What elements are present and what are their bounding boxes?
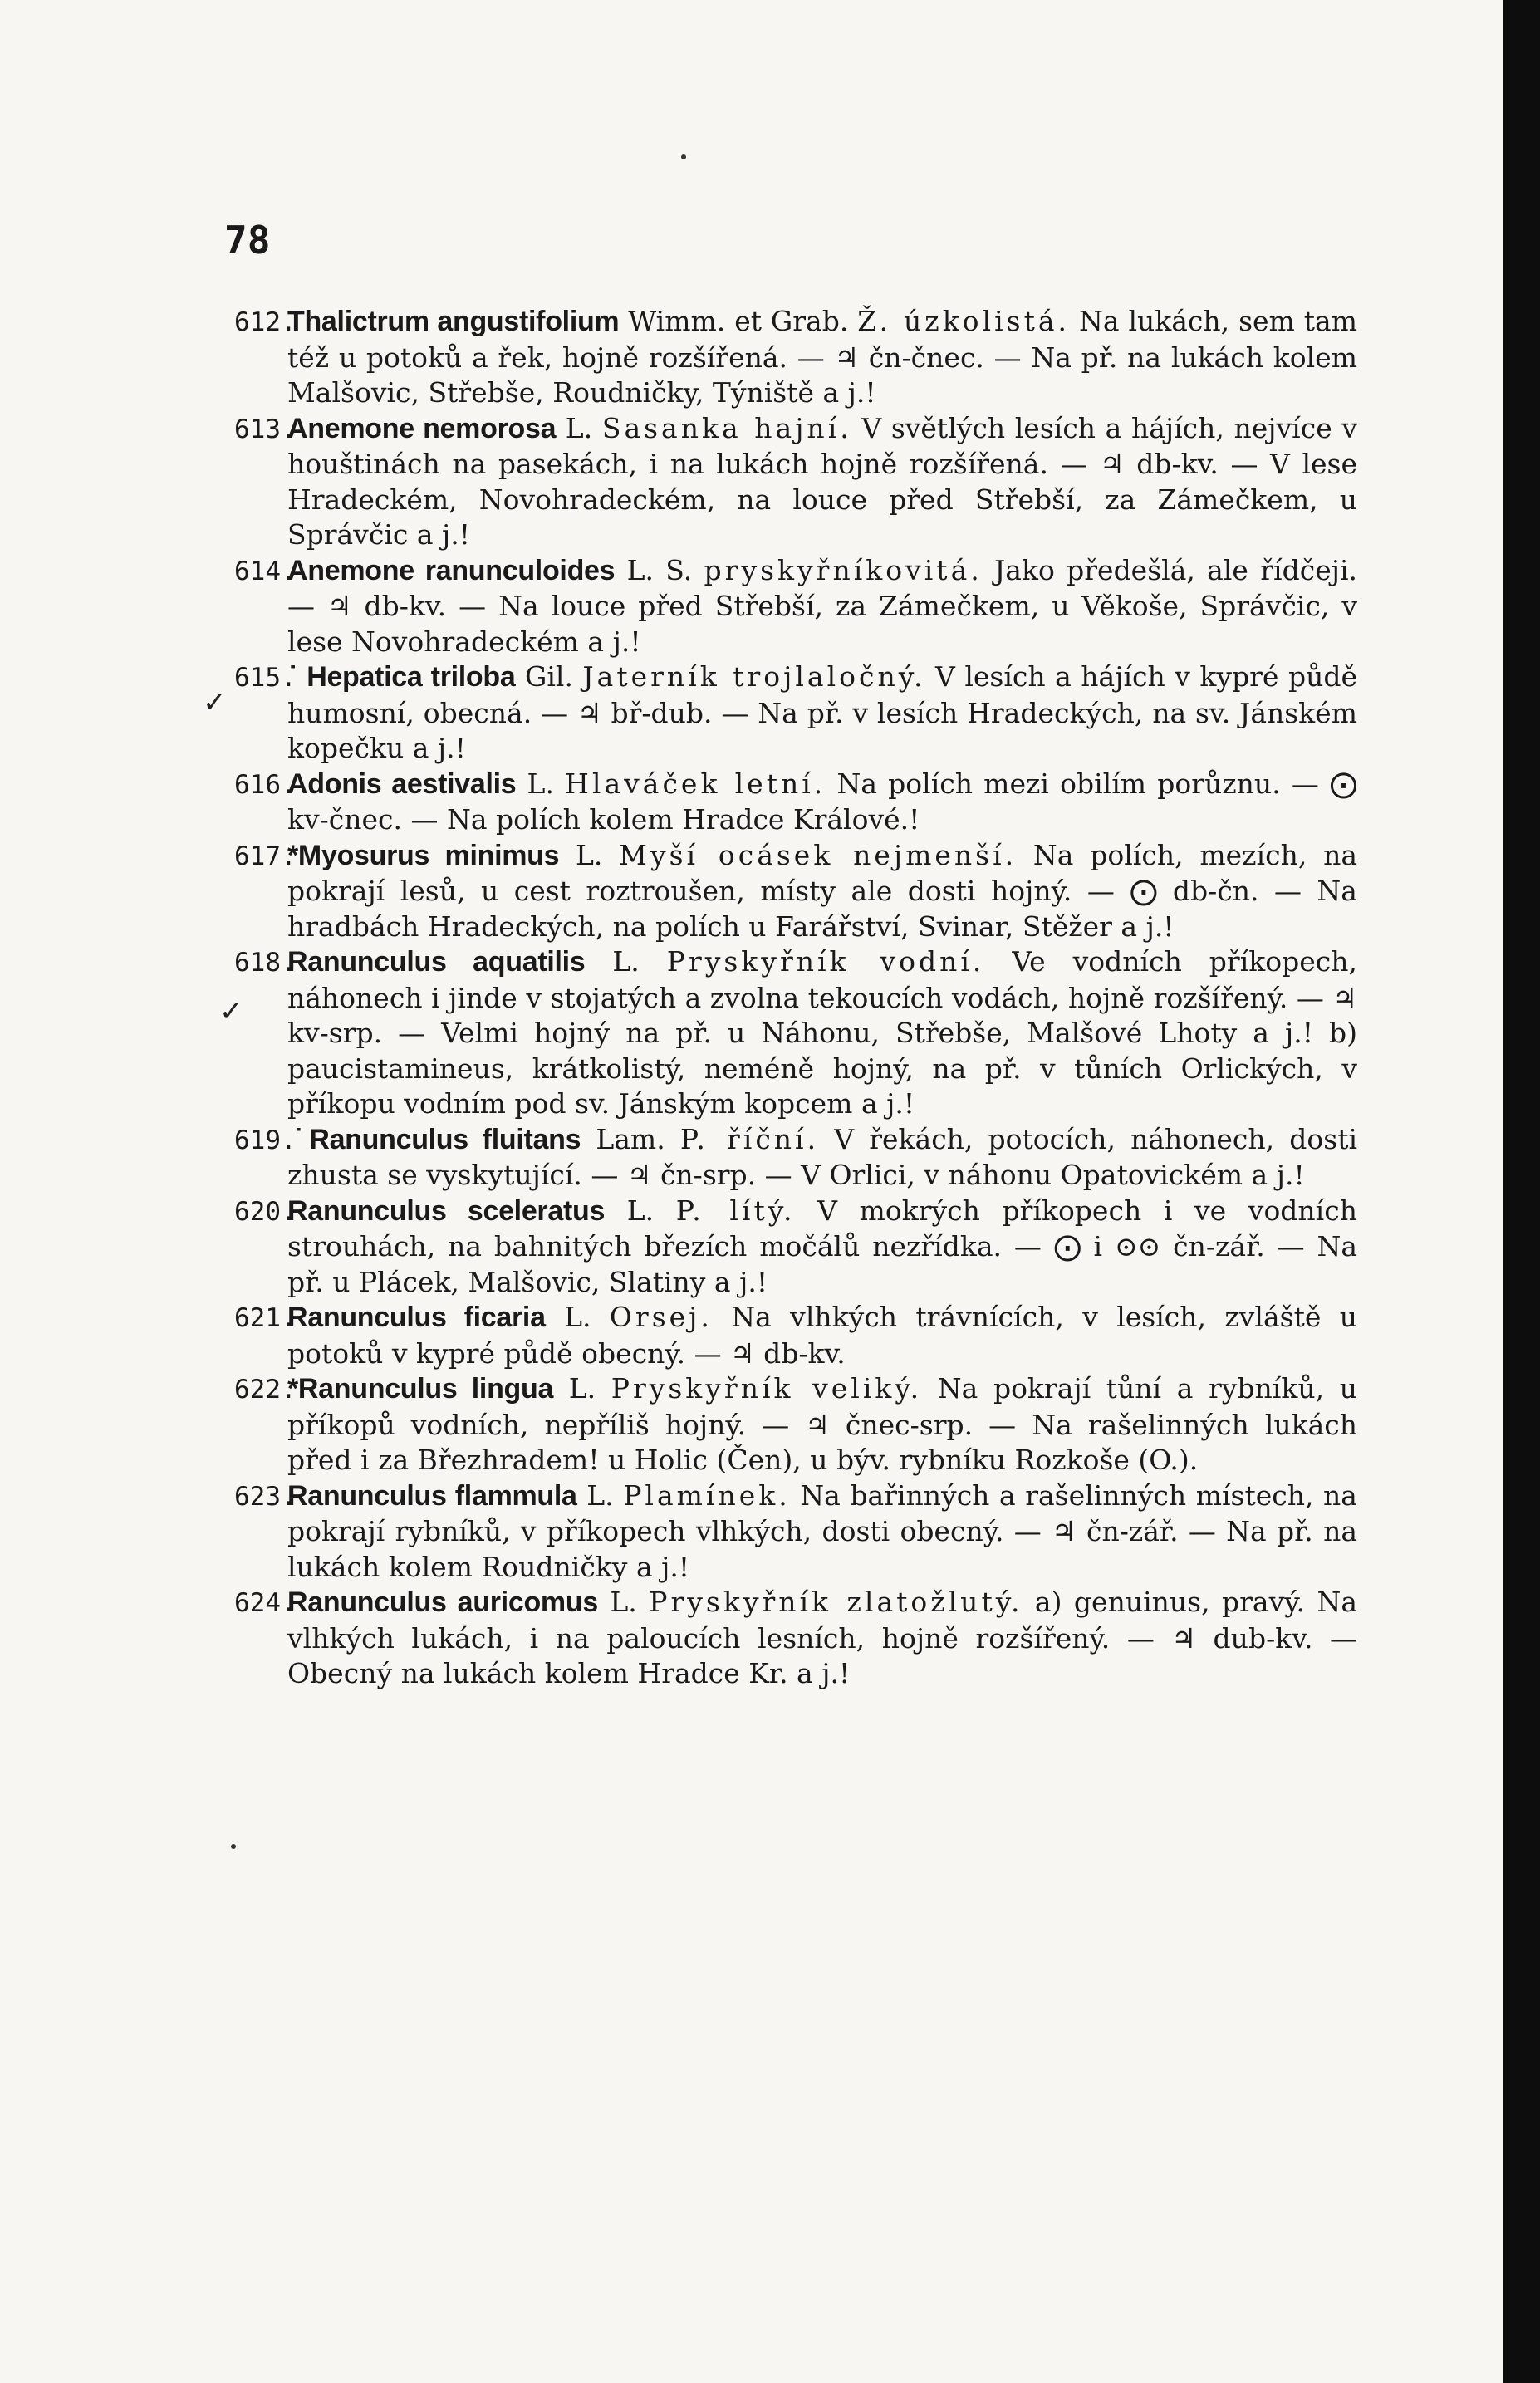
- entry: [234, 304, 1357, 411]
- entry-text: a) genuinus, pravý. Na vlhkých lukách, i na paloucích lesních, hojně rozšířený. — ♃ dub-kv. — Obecný na lukách kolem Hradce Kr. a j.!: [287, 1586, 1357, 1689]
- entry-text: Ve vodních příkopech, náhonech i jinde v stojatých a zvolna tekoucích vodách, hojně rozšířený. — ♃ kv-srp. — Velmi hojný na př. u Náhonu, Střebše, Malšové Lhoty a j.! b) paucistamineus, krátkolistý, neméně hojný, na př. v tůních Orlických, v příkopu vodním pod sv. Jánským kopcem a j.!: [287, 945, 1357, 1120]
- checkmark-icon: ✓: [219, 995, 243, 1028]
- entry: [234, 1194, 1357, 1301]
- entry-number: 624.: [234, 1588, 297, 1618]
- species-name: *Myosurus minimus: [287, 839, 560, 871]
- czech-name: Pryskyřník veliký.: [611, 1372, 923, 1405]
- entry: [234, 944, 1357, 1122]
- entry: [234, 767, 1357, 838]
- entry-text: Na polích, mezích, na pokrají lesů, u cest roztroušen, místy ale dosti hojný. — ⨀ db-čn. — Na hradbách Hradeckých, na polích u Farářství, Svinar, Stěžer a j.!: [287, 838, 1357, 943]
- czech-name: P. říční.: [679, 1122, 820, 1155]
- author: L.: [559, 838, 620, 871]
- czech-name: Plamínek.: [623, 1478, 791, 1512]
- ink-speck: [681, 154, 686, 159]
- entry-list: [234, 304, 1357, 1692]
- entry: [234, 1478, 1357, 1586]
- czech-name: Ž. úzkolistá.: [857, 305, 1071, 337]
- entry: [234, 1585, 1357, 1692]
- entry-number: 612.: [234, 307, 297, 337]
- species-name: Ranunculus sceleratus: [287, 1194, 606, 1227]
- checkmark-icon: ✓: [203, 686, 227, 719]
- entry-text: Na polích mezi obilím porůznu. — ⨀ kv-čnec. — Na polích kolem Hradce Králové.!: [287, 767, 1357, 836]
- czech-name: pryskyřníkovitá.: [704, 553, 983, 586]
- czech-name: Myší ocásek nejmenší.: [619, 838, 1018, 871]
- species-name: Thalictrum angustifolium: [287, 306, 620, 337]
- czech-name: Pryskyřník zlatožlutý.: [649, 1586, 1023, 1618]
- entry-text: Na vlhkých trávnících, v lesích, zvláště u potoků v kypré půdě obecný. — ♃ db-kv.: [287, 1301, 1358, 1370]
- species-name: Adonis aestivalis: [287, 767, 517, 800]
- entry-number: 621.: [234, 1303, 297, 1333]
- author: L.: [516, 767, 566, 800]
- entry: [234, 659, 1357, 767]
- entry: [234, 838, 1357, 945]
- entry-text: V lesích a hájích v kypré půdě humosní, obecná. — ♃ bř-dub. — Na př. v lesích Hradeckých, na sv. Jánském kopečku a j.!: [287, 660, 1357, 764]
- entry-text: Jako předešlá, ale řídčeji. — ♃ db-kv. — Na louce před Střebší, za Zámečkem, u Věkoše, Správčic, v lese Novohradeckém a j.!: [287, 553, 1357, 658]
- author: L.: [545, 1301, 610, 1333]
- entry: [234, 553, 1357, 660]
- species-name: *Ranunculus lingua: [287, 1373, 554, 1405]
- author: L.: [585, 945, 667, 978]
- species-name: Ranunculus ficaria: [287, 1302, 546, 1333]
- entry-number: 615.: [234, 663, 297, 693]
- author: Lam.: [581, 1122, 680, 1155]
- author: L.: [553, 1372, 611, 1405]
- czech-name: Jaterník trojlaločný.: [582, 660, 926, 693]
- czech-name: P. lítý.: [675, 1194, 796, 1227]
- entry-number: 619.: [234, 1125, 297, 1155]
- czech-name: Orsej.: [609, 1301, 713, 1333]
- entry-number: 614.: [234, 556, 297, 586]
- species-name: Ranunculus flammula: [287, 1479, 577, 1512]
- entry-text: Na pokrají tůní a rybníků, u příkopů vodních, nepříliš hojný. — ♃ čnec-srp. — Na rašelinných lukách před i za Březhradem! u Holic (Čen), u býv. rybníku Rozkoše (O.).: [287, 1372, 1357, 1476]
- entry-number: 620.: [234, 1196, 297, 1227]
- entry-text: V světlých lesích a hájích, nejvíce v houštinách na pasekách, i na lukách hojně rozšířená. — ♃ db-kv. — V lese Hradeckém, Novohradeckém, na louce před Střebší, za Zámečkem, u Správčic a j.!: [287, 411, 1358, 551]
- author: Wimm. et Grab.: [619, 305, 858, 337]
- entry-text: Na bařinných a rašelinných místech, na pokrají rybníků, v příkopech vlhkých, dosti obecný. — ♃ čn-zář. — Na př. na lukách kolem Roudničky a j.!: [287, 1478, 1357, 1583]
- species-name: Anemone nemorosa: [287, 412, 557, 444]
- czech-name: Sasanka hajní.: [601, 411, 852, 444]
- ink-speck: [231, 1844, 236, 1849]
- species-name: ˙Ranunculus fluitans: [287, 1123, 581, 1155]
- species-name: Ranunculus auricomus: [287, 1586, 598, 1618]
- entry-number: 623.: [234, 1481, 297, 1512]
- book-spine-edge: [1503, 0, 1540, 2383]
- entry-number: 613.: [234, 414, 297, 444]
- czech-name: Pryskyřník vodní.: [666, 945, 985, 978]
- entry: [234, 411, 1357, 553]
- entry-number: 616.: [234, 769, 297, 800]
- entry-number: 617.: [234, 841, 297, 871]
- entry-number: 618.: [234, 948, 297, 978]
- author: L.: [576, 1478, 624, 1512]
- entry: [234, 1371, 1357, 1478]
- author: L. S.: [615, 553, 704, 586]
- author: L.: [556, 411, 602, 444]
- species-name: Anemone ranunculoides: [287, 554, 616, 586]
- entry-number: 622.: [234, 1375, 297, 1405]
- author: L.: [597, 1586, 650, 1618]
- entry-text: Na lukách, sem tam též u potoků a řek, hojně rozšířená. — ♃ čn-čnec. — Na př. na lukách kolem Malšovic, Střebše, Roudničky, Týniště a j.!: [287, 305, 1357, 409]
- species-name: Ranunculus aquatilis: [287, 946, 586, 978]
- entry: [234, 1122, 1357, 1194]
- species-name: ˙ Hepatica triloba: [287, 661, 516, 693]
- czech-name: Hlaváček letní.: [565, 767, 826, 800]
- entry-text: V řekách, potocích, náhonech, dosti zhusta se vyskytující. — ♃ čn-srp. — V Orlici, v náhonu Opatovickém a j.!: [287, 1122, 1358, 1191]
- page-number: 78: [224, 218, 271, 262]
- entry: [234, 1300, 1357, 1371]
- author: Gil.: [515, 660, 583, 693]
- entry-text: V mokrých příkopech i ve vodních strouhách, na bahnitých březích močálů nezřídka. — ⨀ i ⊙⊙ čn-zář. — Na př. u Plácek, Malšovic, Slatiny a j.!: [287, 1194, 1357, 1298]
- author: L.: [605, 1194, 676, 1227]
